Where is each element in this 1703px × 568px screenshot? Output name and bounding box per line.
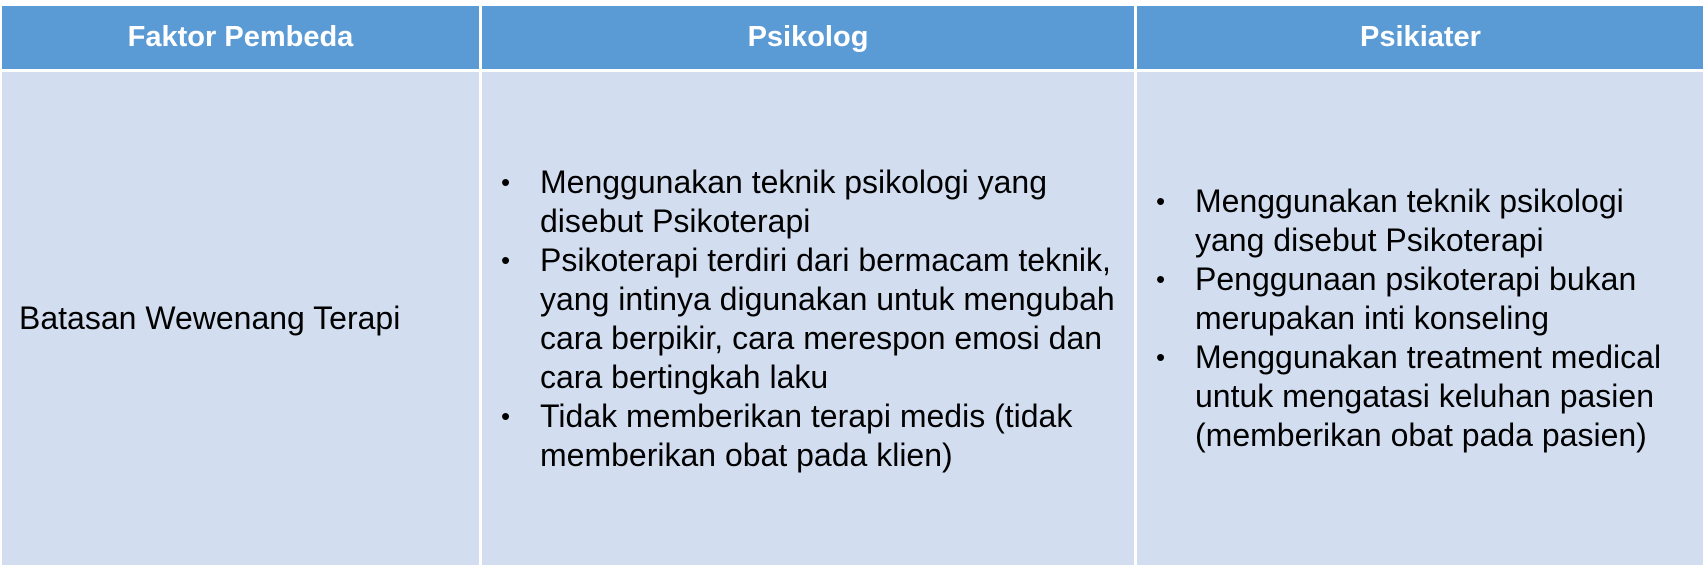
cell-psikolog: [482, 72, 1134, 565]
factor-label: Batasan Wewenang Terapi: [19, 300, 401, 336]
psikiater-list: [1156, 182, 1696, 455]
list-item-text: Menggunakan treatment medical untuk mengatasi keluhan pasien (memberikan obat pada pasien): [1195, 339, 1662, 453]
bullet-icon: •: [501, 166, 511, 197]
comparison-table: [2, 6, 1698, 562]
cell-factor: [2, 72, 479, 565]
list-item: [1156, 260, 1696, 338]
bullet-icon: •: [1156, 264, 1166, 294]
list-item: [1156, 338, 1696, 455]
bullet-icon: •: [1156, 342, 1166, 372]
list-item: [501, 241, 1126, 397]
list-item: [501, 397, 1126, 475]
list-item: [1156, 182, 1696, 260]
psikolog-list: [501, 163, 1126, 475]
list-item-text: Menggunakan teknik psikologi yang disebut Psikoterapi: [540, 163, 1047, 239]
bullet-icon: •: [1156, 186, 1166, 216]
bullet-icon: •: [501, 400, 511, 431]
list-item-text: Penggunaan psikoterapi bukan merupakan inti konseling: [1195, 261, 1637, 336]
list-item-text: Tidak memberikan terapi medis (tidak memberikan obat pada klien): [540, 397, 1073, 473]
header-psikolog: Psikolog: [482, 6, 1134, 69]
bullet-icon: •: [501, 244, 511, 275]
cell-psikiater: [1137, 72, 1703, 565]
list-item-text: Menggunakan teknik psikologi yang disebut Psikoterapi: [1195, 183, 1624, 258]
header-psikiater: Psikiater: [1137, 6, 1703, 69]
list-item: [501, 163, 1126, 241]
list-item-text: Psikoterapi terdiri dari bermacam teknik, yang intinya digunakan untuk mengubah cara berpikir, cara merespon emosi dan cara bertingkah laku: [540, 241, 1115, 395]
header-factor: Faktor Pembeda: [2, 6, 479, 69]
